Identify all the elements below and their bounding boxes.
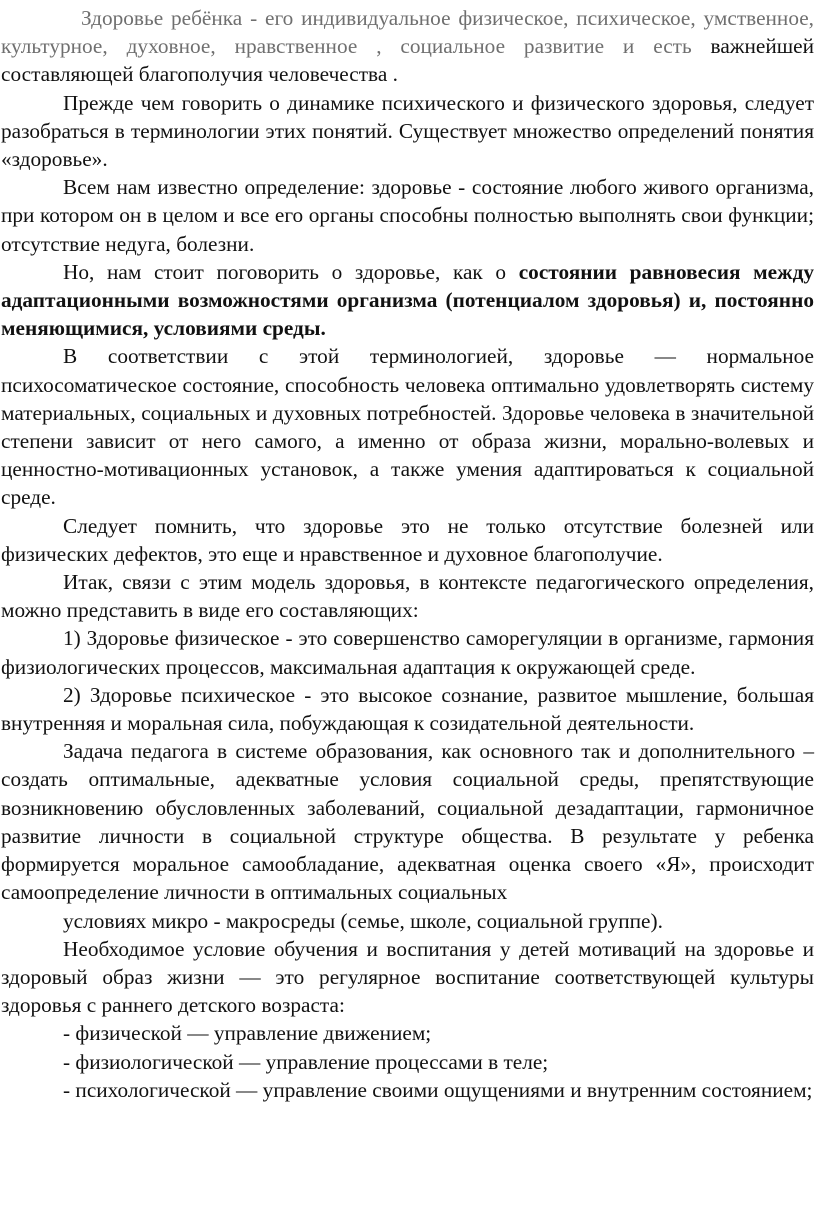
paragraph-physical-health: 1) Здоровье физическое - это совершенство саморегуляции в организме, гармония физиологических процессов, максимальная адаптация к окружающей среде.	[1, 626, 814, 679]
paragraph-equilibrium	[1, 258, 814, 343]
equilibrium-bold: состоянии равновесия между адаптационными возможностями организма (потенциалом здоровья) и, постоянно меняющимися, условиями среды.	[1, 259, 814, 341]
list-item-physical: - физической — управление движением;	[63, 1021, 432, 1046]
paragraph-terminology: Прежде чем говорить о динамике психического и физического здоровья, следует разобраться в терминологии этих понятий. Существует множество определений понятия «здоровье».	[1, 90, 814, 172]
paragraph-model: Итак, связи с этим модель здоровья, в контексте педагогического определения, можно представить в виде его составляющих:	[1, 570, 814, 623]
paragraph-mental-health: 2) Здоровье психическое - это высокое сознание, развитое мышление, большая внутренняя и моральная сила, побуждающая к созидательной деятельности.	[1, 682, 814, 736]
paragraph-necessary-condition: Необходимое условие обучения и воспитания у детей мотиваций на здоровье и здоровый образ жизни — это регулярное воспитание соответствующей культуры здоровья с раннего детского возраста:	[1, 936, 814, 1018]
intro-grey-text: Здоровье ребёнка - его индивидуальное физическое, психическое, умственное, культурное, духовное, нравственное , социальное развитие и есть	[1, 6, 814, 59]
paragraph-remember: Следует помнить, что здоровье это не только отсутствие болезней или физических дефектов, это еще и нравственное и духовное благополучие.	[1, 513, 814, 566]
intro-rest-text: важнейшей составляющей благополучия человечества .	[1, 34, 814, 87]
paragraph-micro-macro: условиях микро - макросреды (семье, школе, социальной группе).	[63, 908, 663, 933]
list-item-psychological: - психологической — управление своими ощущениями и внутренним состоянием;	[63, 1077, 813, 1102]
paragraph-psychosomatic: В соответствии с этой терминологией, здоровье — нормальное психосоматическое состояние, способность человека оптимально удовлетворять систему материальных, социальных и духовных потребностей. Здоровье человека в значительной степени зависит от него самого, а именно от образа жизни, морально-волевых и ценностно-мотивационных установок, а также умения адаптироваться к социальной среде.	[1, 344, 814, 510]
equilibrium-lead: Но, нам стоит поговорить о здоровье, как о	[63, 259, 519, 284]
list-item-physiological: - физиологической — управление процессами в теле;	[63, 1049, 549, 1074]
paragraph-definition: Всем нам известно определение: здоровье - состояние любого живого организма, при котором он в целом и все его органы способны полностью выполнять свои функции; отсутствие недуга, болезни.	[1, 175, 814, 256]
paragraph-teacher-task: Задача педагога в системе образования, как основного так и дополнительного – создать оптимальные, адекватные условия социальной среды, препятствующие возникновению обусловленных заболеваний, социальной дезадаптации, гармоничное развитие личности в социальной структуре общества. В результате у ребенка формируется моральное самообладание, адекватная оценка своего «Я», происходит самоопределение личности в оптимальных социальных	[1, 739, 814, 905]
paragraph-intro	[1, 4, 814, 89]
